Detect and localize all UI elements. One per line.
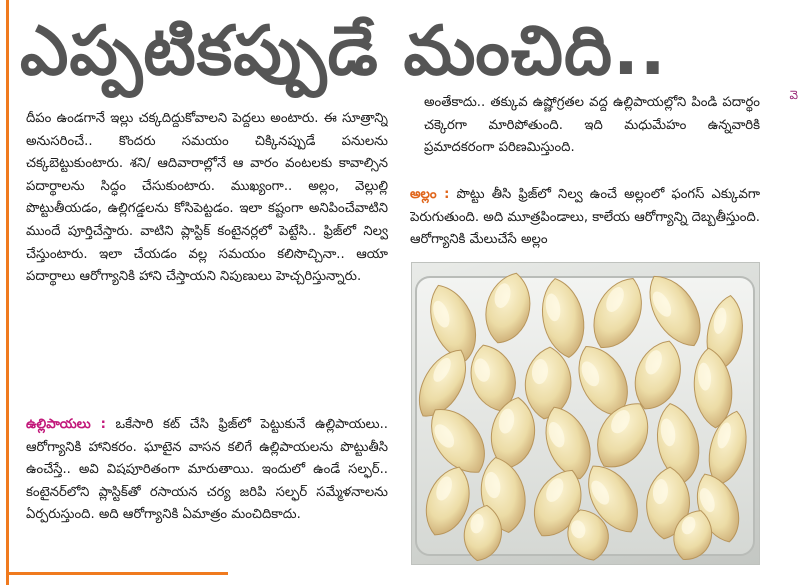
intro-text: దీపం ఉండగానే ఇల్లు చక్కదిద్దుకోవాలని పెద్దలు అంటారు. ఈ సూత్రాన్ని అనుసరించే.. కొందరు సమయం చిక్కినప్పుడే పనులను చక్కబెట్టుకుంటారు. శని/ ఆదివారాల్లోనే ఆ వారం వంటలకు కావాల్సిన పదార్థాలను సిద్ధం చేసుకుంటారు. ముఖ్యంగా.. అల్లం, వెల్లుల్లి పొట్టుతీయడం, ఉల్లిగడ్డలను కోసిపెట్టడం. ఇలా కష్టంగా అనిపించేవాటిని ముందే పూర్తిచేస్తారు. వాటిని ప్లాస్టిక్ కంటైనర్లలో పెట్టేసి.. ఫ్రిజ్‌లో నిల్వ చేస్తుంటారు. ఇలా చేయడం వల్ల సమయం కలిసొచ్చినా.. ఆయా పదార్థాలు ఆరోగ్యానికి హాని చేస్తాయని నిపుణులు హెచ్చరిస్తున్నారు.: [26, 111, 388, 285]
ginger-paragraph: [410, 184, 760, 252]
onion-label: ఉల్లిపాయలు :: [26, 417, 106, 432]
intro-paragraph: [26, 108, 388, 404]
ginger-label: అల్లం :: [410, 187, 450, 202]
garlic-cloves-illustration: [412, 263, 759, 564]
onion-continuation: [424, 92, 760, 180]
continuation-text: అంతేకాదు.. తక్కువ ఉష్ణోగ్రతల వద్ద ఉల్లిపాయల్లోని పిండి పదార్థం చక్కెరగా మారిపోతుంది. ఇది మధుమేహం ఉన్నవారికి ప్రమాదకరంగా పరిణమిస్తుంది.: [424, 95, 760, 156]
accent-rule-left: [6, 0, 9, 585]
onion-section: [26, 414, 388, 574]
article-headline: ఎప్పటికప్పుడే మంచిది..: [20, 12, 667, 91]
onion-text: ఒకేసారి కట్ చేసి ఫ్రిజ్‌లో పెట్టుకునే ఉల్లిపాయలు.. ఆరోగ్యానికి హానికరం. ఘాటైన వాసన కలిగే ఉల్లిపాయలను పొట్టుతీసి ఉంచేస్తే.. అవి విషపూరితంగా మారుతాయి. ఇందులో ఉండే సల్ఫర్.. కంటైనర్‌లోని ప్లాస్టిక్‌తో రసాయన చర్య జరిపి సల్ఫర్ సమ్మేళనాలను ఏర్పరుస్తుంది. అది ఆరోగ్యానికి ఏమాత్రం మంచిదికాదు.: [26, 417, 388, 523]
adjacent-article-fragment: వె: [789, 88, 798, 102]
onion-paragraph: [26, 414, 388, 527]
ginger-section: [410, 184, 760, 254]
garlic-photo: [411, 262, 760, 565]
ginger-text: పొట్టు తీసి ఫ్రిజ్‌లో నిల్వ ఉంచే అల్లంలో ఫంగస్ ఎక్కువగా పెరుగుతుంది. అది మూత్రపిండాలు, కాలేయ ఆరోగ్యాన్ని దెబ్బతీస్తుంది. ఆరోగ్యానికి మేలుచేసే అల్లం: [410, 187, 760, 248]
